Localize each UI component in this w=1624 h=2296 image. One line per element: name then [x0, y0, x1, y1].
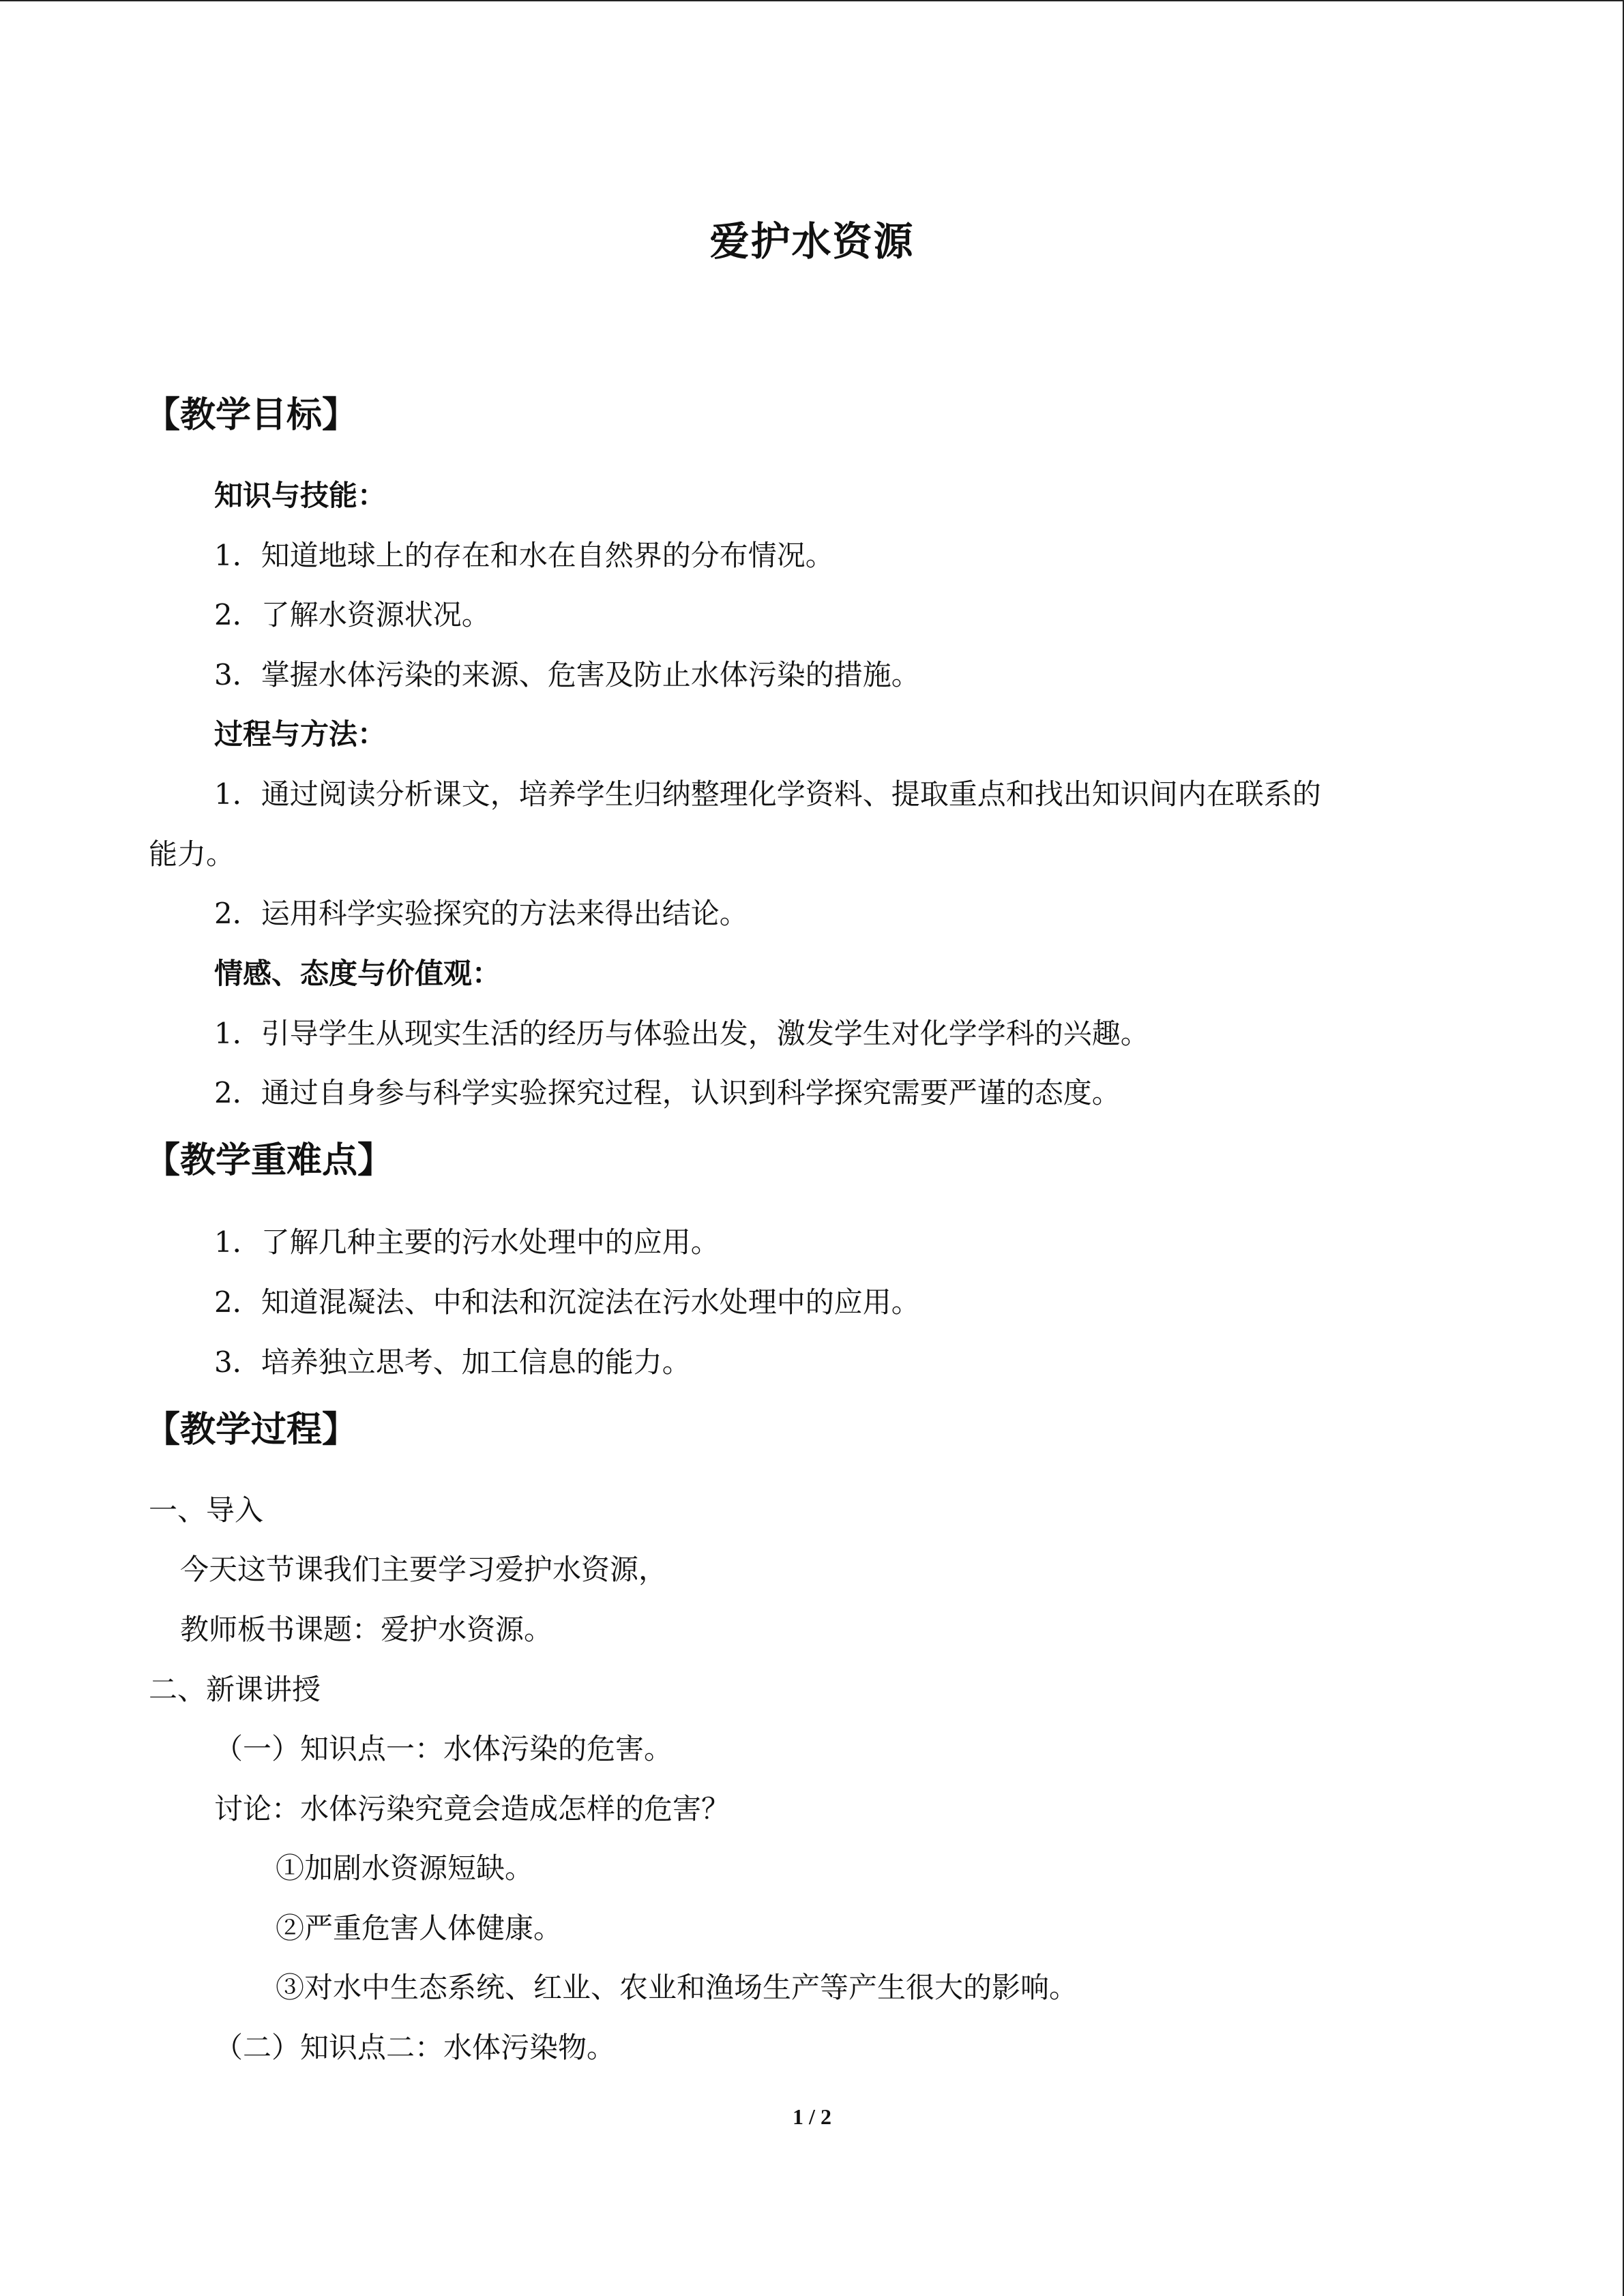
process-line-9: ③对水中生态系统、红业、农业和渔场生产等产生很大的影响。 [276, 1971, 1078, 2004]
process-line-5: （一）知识点一：水体污染的危害。 [214, 1732, 673, 1765]
process-line-10: （二）知识点二：水体污染物。 [214, 2031, 616, 2064]
page-number: 1 / 2 [793, 2104, 831, 2129]
process-line-2: 今天这节课我们主要学习爱护水资源， [180, 1553, 668, 1586]
objective-process-item-1-continued: 能力。 [149, 837, 235, 871]
key-point-item-3: 3．培养独立思考、加工信息的能力。 [214, 1345, 691, 1379]
section-heading-objectives: 【教学目标】 [145, 395, 358, 436]
process-line-3: 教师板书课题：爱护水资源。 [180, 1613, 553, 1646]
subheading-process-method: 过程与方法： [214, 717, 387, 751]
process-line-4: 二、新课讲授 [149, 1673, 321, 1706]
key-point-item-2: 2．知道混凝法、中和法和沉淀法在污水处理中的应用。 [214, 1285, 920, 1319]
key-point-item-1: 1．了解几种主要的污水处理中的应用。 [214, 1225, 720, 1259]
section-heading-key-points: 【教学重难点】 [145, 1140, 394, 1181]
process-line-8: ②严重危害人体健康。 [276, 1911, 563, 1945]
subheading-knowledge: 知识与技能： [214, 479, 387, 512]
objective-emotion-item-1: 1．引导学生从现实生活的经历与体验出发，激发学生对化学学科的兴趣。 [214, 1017, 1149, 1050]
objective-process-item-2: 2．运用科学实验探究的方法来得出结论。 [214, 897, 748, 930]
subheading-emotion: 情感、态度与价值观： [214, 957, 501, 990]
objective-emotion-item-2: 2．通过自身参与科学实验探究过程，认识到科学探究需要严谨的态度。 [214, 1076, 1121, 1109]
objective-knowledge-item-2: 2．了解水资源状况。 [214, 598, 490, 631]
objective-knowledge-item-3: 3．掌握水体污染的来源、危害及防止水体污染的措施。 [214, 658, 920, 691]
objective-process-item-1: 1．通过阅读分析课文，培养学生归纳整理化学资料、提取重点和找出知识间内在联系的 [214, 777, 1321, 811]
section-heading-process: 【教学过程】 [145, 1410, 358, 1450]
document-title: 爱护水资源 [709, 218, 915, 265]
process-line-6: 讨论：水体污染究竟会造成怎样的危害？ [214, 1792, 730, 1825]
objective-knowledge-item-1: 1．知道地球上的存在和水在自然界的分布情况。 [214, 539, 834, 572]
process-line-7: ①加剧水资源短缺。 [276, 1851, 534, 1885]
process-line-1: 一、导入 [149, 1493, 264, 1527]
